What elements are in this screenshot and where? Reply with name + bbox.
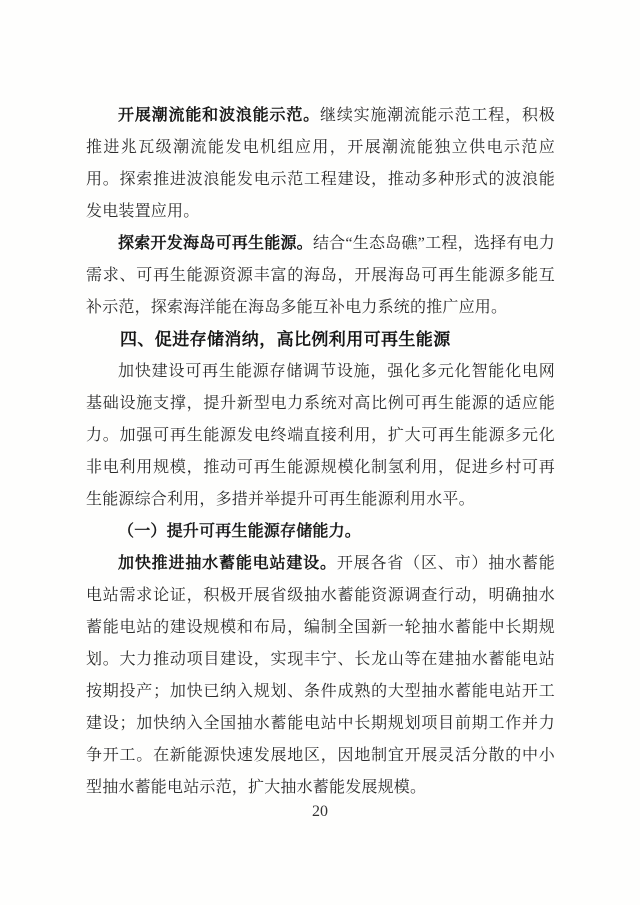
paragraph: 探索开发海岛可再生能源。结合“生态岛礁”工程，选择有电力需求、可再生能源资源丰富的海岛，开展海岛可再生能源多能互补示范，探索海洋能在海岛多能互补电力系统的推广应用。 xyxy=(86,235,556,316)
paragraph: 加快推进抽水蓄能电站建设。开展各省（区、市）抽水蓄能电站需求论证，积极开展省级抽水蓄能资源调查行动，明确抽水蓄能电站的建设规模和布局，编制全国新一轮抽水蓄能中长期规划。大力推动项目建设，实现丰宁、长龙山等在建抽水蓄能电站按期投产；加快已纳入规划、条件成熟的大型抽水蓄能电站开工建设；加快纳入全国抽水蓄能电站中长期规划项目前期工作并力争开工。在新能源快速发展地区，因地制宜开展灵活分散的中小型抽水蓄能电站示范，扩大抽水蓄能发展规模。 xyxy=(86,555,555,796)
page-number: 20 xyxy=(312,803,328,820)
section-heading: 四、促进存储消纳，高比例利用可再生能源 xyxy=(120,330,451,349)
paragraph-lead: 加快推进抽水蓄能电站建设。 xyxy=(118,555,337,572)
paragraph-lead: 探索开发海岛可再生能源。 xyxy=(118,235,313,252)
paragraph-lead: 开展潮流能和波浪能示范。 xyxy=(118,107,320,124)
paragraph: 加快建设可再生能源存储调节设施，强化多元化智能化电网基础设施支撑，提升新型电力系统对高比例可再生能源的适应能力。加强可再生能源发电终端直接利用，扩大可再生能源多元化非电利用规模，推动可再生能源规模化制氢利用，促进乡村可再生能源综合利用，多措并举提升可再生能源利用水平。 xyxy=(86,363,555,508)
subsection-heading: （一）提升可再生能源存储能力。 xyxy=(118,523,362,540)
document-body xyxy=(86,100,555,804)
paragraph: 开展潮流能和波浪能示范。继续实施潮流能示范工程，积极推进兆瓦级潮流能发电机组应用，开展潮流能独立供电示范应用。探索推进波浪能发电示范工程建设，推动多种形式的波浪能发电装置应用。 xyxy=(86,107,555,220)
